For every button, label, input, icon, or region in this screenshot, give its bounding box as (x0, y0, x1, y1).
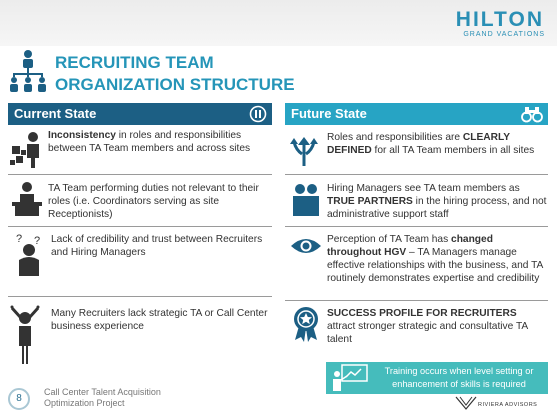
current-row-3-text: Lack of credibility and trust between Recruiters and Hiring Managers (51, 234, 263, 258)
footer-line-1: Call Center Talent Acquisition (44, 387, 161, 397)
footer-project (44, 387, 161, 409)
callout-text: Training occurs when level setting or enhancement of skills is required (384, 366, 534, 389)
pause-icon (249, 105, 267, 123)
svg-text:?: ? (34, 235, 41, 247)
current-divider-1 (8, 174, 272, 175)
current-row-1-text: in roles and responsibilities between TA Team members and across sites (48, 130, 251, 154)
current-divider-2 (8, 226, 272, 227)
riviera-logo-icon (455, 395, 477, 411)
page-number: 8 (8, 388, 30, 410)
future-row-2-pre: Hiring Managers see TA team members as (327, 183, 520, 194)
current-state-header (8, 103, 272, 125)
confused-person-icon (12, 232, 46, 276)
future-row-1-post: for all TA Team members in all sites (371, 145, 535, 156)
footer-line-2: Optimization Project (44, 398, 125, 408)
future-row-2 (327, 182, 547, 221)
future-divider-2 (285, 226, 548, 227)
future-row-2-post: in the hiring process, and not administrative support staff (327, 196, 547, 220)
current-row-1-bold: Inconsistency (48, 130, 116, 141)
future-divider-1 (285, 174, 548, 175)
future-state-title: Future State (291, 106, 367, 121)
award-icon (292, 306, 320, 342)
future-divider-3 (285, 300, 548, 301)
future-row-4-post: attract stronger strategic and consultative TA talent (327, 321, 528, 345)
future-row-1-bold: CLEARLY DEFINED (327, 132, 510, 156)
brand-logo: HILTON (455, 8, 544, 31)
future-row-4 (327, 307, 547, 346)
receptionist-icon (12, 180, 42, 218)
current-row-3 (51, 233, 269, 259)
binoculars-icon (521, 105, 543, 123)
future-row-3 (327, 233, 547, 285)
puzzle-person-icon (10, 130, 44, 170)
current-row-4-text: Many Recruiters lack strategic TA or Call Center business experience (51, 308, 268, 332)
current-row-1 (48, 129, 268, 155)
partners-icon (290, 182, 322, 218)
title-line-2: ORGANIZATION STRUCTURE (55, 75, 295, 94)
future-row-1-pre: Roles and responsibilities are (327, 132, 463, 143)
current-row-4 (51, 307, 269, 333)
future-row-3-bold: changed throughout HGV (327, 234, 493, 258)
future-row-3-pre: Perception of TA Team has (327, 234, 452, 245)
future-row-2-bold: TRUE PARTNERS (327, 196, 413, 207)
future-row-1 (327, 131, 545, 157)
arrows-icon (290, 132, 318, 166)
eye-icon (290, 236, 322, 256)
current-state-title: Current State (14, 106, 97, 121)
current-row-2-text: TA Team performing duties not relevant to their roles (i.e. Coordinators serving as site Receptionists) (48, 183, 259, 220)
header-bar (0, 0, 557, 46)
stressed-person-icon (8, 304, 42, 366)
training-icon (332, 364, 368, 392)
org-chart-icon (8, 48, 48, 92)
svg-text:?: ? (16, 233, 23, 245)
training-callout (326, 362, 548, 394)
title-line-1: RECRUITING TEAM (55, 53, 214, 72)
current-divider-3 (8, 296, 272, 297)
partner-name: RIVIERA ADVISORS (478, 402, 538, 408)
future-row-3-post: – TA Managers manage effective relationships with the business, and TA routinely demonstrates expertise and credibility (327, 247, 543, 284)
brand-sub: GRAND VACATIONS (463, 31, 545, 38)
current-row-2 (48, 182, 270, 221)
page-title (55, 52, 295, 96)
future-state-header (285, 103, 548, 125)
future-row-4-bold: SUCCESS PROFILE FOR RECRUITERS (327, 308, 517, 319)
